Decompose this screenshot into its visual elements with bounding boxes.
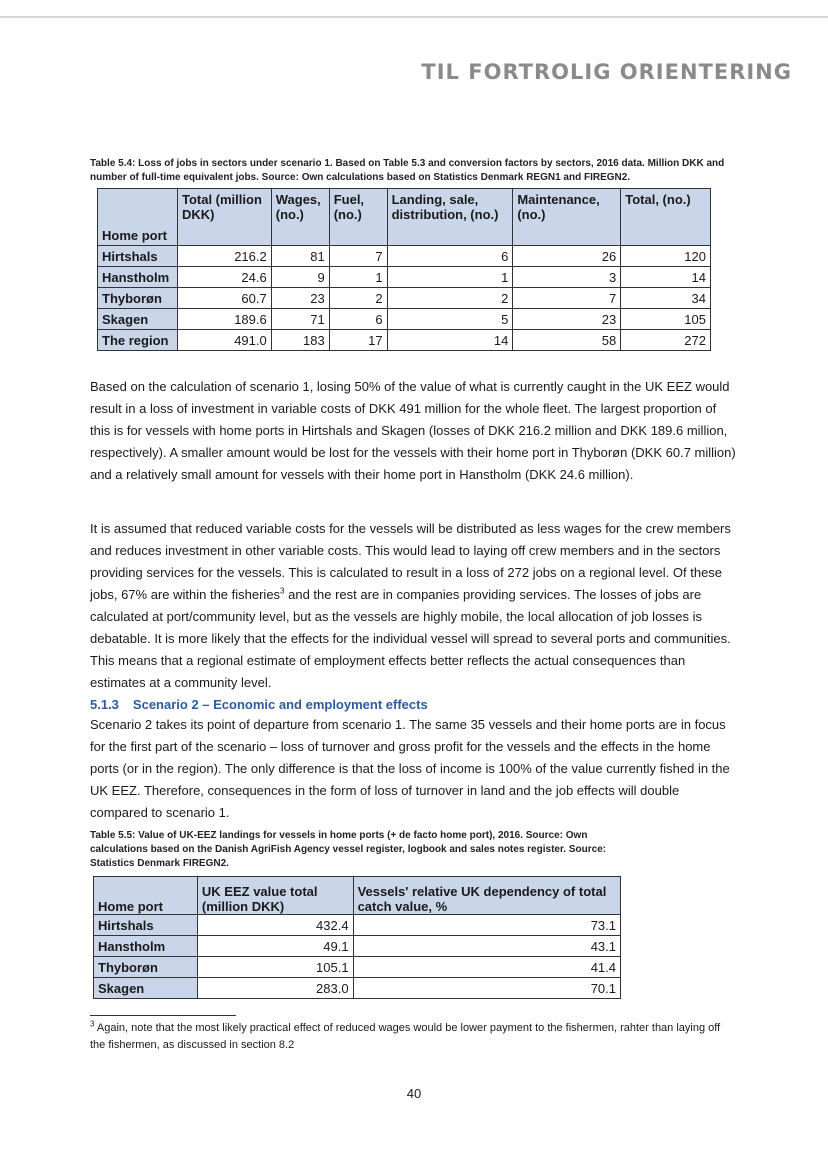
table-row [98, 246, 711, 267]
header-total-no: Total, (no.) [621, 189, 711, 246]
cell: 6 [387, 246, 513, 267]
confidential-stamp: TIL FORTROLIG ORIENTERING [421, 60, 792, 84]
table-row [94, 957, 621, 978]
section-heading [90, 697, 428, 712]
cell: 73.1 [353, 915, 620, 936]
paragraph-job-losses [90, 518, 736, 694]
cell: 9 [271, 267, 329, 288]
footnote-marker: 3 [90, 1019, 95, 1029]
cell: 189.6 [177, 309, 271, 330]
cell: 5 [387, 309, 513, 330]
cell: 1 [329, 267, 387, 288]
cell: 7 [513, 288, 621, 309]
header-maintenance: Maintenance, (no.) [513, 189, 621, 246]
cell: 23 [513, 309, 621, 330]
caption-text: Value of UK-EEZ landings for vessels in home ports (+ de facto home port), 2016. Source: Own calculations based on the Danish AgriFish Agency vessel register, logbook and sales notes register. Source: Statistics Denmark FIREGN2. [90, 830, 607, 869]
table-row [98, 288, 711, 309]
footnote-text: Again, note that the most likely practical effect of reduced wages would be lower payment to the fishermen, rahter than laying off the fishermen, as discussed in section 8.2 [90, 1022, 721, 1051]
header-fuel: Fuel, (no.) [329, 189, 387, 246]
row-label: The region [98, 330, 178, 351]
cell: 105.1 [197, 957, 353, 978]
footnote-rule [90, 1015, 236, 1016]
cell: 1 [387, 267, 513, 288]
table-row [98, 309, 711, 330]
cell: 2 [387, 288, 513, 309]
row-label: Hanstholm [94, 936, 198, 957]
table-5-5 [93, 876, 621, 999]
cell: 6 [329, 309, 387, 330]
paragraph-scenario-2: Scenario 2 takes its point of departure from scenario 1. The same 35 vessels and their home ports are in focus for the first part of the scenario – loss of turnover and gross profit for the vessels and the effects in the home ports (or in the region). The only difference is that the loss of income is 100% of the value currently fished in the UK EEZ. Therefore, consequences in the form of loss of turnover in land and the job effects will double compared to scenario 1. [90, 717, 730, 820]
table-row [98, 267, 711, 288]
row-label: Hanstholm [98, 267, 178, 288]
cell: 60.7 [177, 288, 271, 309]
section-title: Scenario 2 – Economic and employment effects [132, 697, 428, 712]
header-home-port: Home port [98, 189, 178, 246]
cell: 105 [621, 309, 711, 330]
cell: 49.1 [197, 936, 353, 957]
cell: 14 [387, 330, 513, 351]
cell: 26 [513, 246, 621, 267]
row-label: Thyborøn [94, 957, 198, 978]
cell: 2 [329, 288, 387, 309]
footnote-ref: 3 [280, 586, 285, 596]
cell: 43.1 [353, 936, 620, 957]
section-number: 5.1.3 [90, 697, 119, 712]
page-number: 40 [406, 1086, 422, 1101]
cell: 491.0 [177, 330, 271, 351]
table-5-4-caption [90, 157, 730, 185]
cell: 283.0 [197, 978, 353, 999]
cell: 272 [621, 330, 711, 351]
header-uk-dependency: Vessels' relative UK dependency of total catch value, % [353, 877, 620, 915]
cell: 17 [329, 330, 387, 351]
caption-label: Table 5.5: [90, 830, 136, 841]
table-row [94, 915, 621, 936]
cell: 216.2 [177, 246, 271, 267]
caption-text: Loss of jobs in sectors under scenario 1. Based on Table 5.3 and conversion factors by sectors, 2016 data. Million DKK and number of full-time equivalent jobs. Source: Own calculations based on Statistics Denmark REGN1 and FIREGN2. [90, 158, 725, 183]
header-landing: Landing, sale, distribution, (no.) [387, 189, 513, 246]
table-5-4 [97, 188, 711, 351]
cell: 120 [621, 246, 711, 267]
table-row [98, 330, 711, 351]
caption-label: Table 5.4: [90, 158, 136, 169]
table-5-5-caption [90, 829, 620, 871]
cell: 70.1 [353, 978, 620, 999]
row-label: Skagen [94, 978, 198, 999]
top-rule [0, 16, 828, 18]
row-label: Hirtshals [98, 246, 178, 267]
header-total-million: Total (million DKK) [177, 189, 271, 246]
cell: 41.4 [353, 957, 620, 978]
cell: 183 [271, 330, 329, 351]
cell: 71 [271, 309, 329, 330]
cell: 14 [621, 267, 711, 288]
row-label: Hirtshals [94, 915, 198, 936]
header-uk-eez-value: UK EEZ value total (million DKK) [197, 877, 353, 915]
row-label: Skagen [98, 309, 178, 330]
footnote [90, 1020, 736, 1054]
cell: 7 [329, 246, 387, 267]
paragraph-text: and the rest are in companies providing services. The losses of jobs are calculated at port/community level, but as the vessels are highly mobile, the local allocation of job losses is debatable. It is more likely that the effects for the individual vessel will spread to several ports and communities. This means that a regional estimate of employment effects better reflects the actual consequences than estimates at a community level. [90, 587, 731, 690]
header-home-port: Home port [94, 877, 198, 915]
cell: 432.4 [197, 915, 353, 936]
header-wages: Wages, (no.) [271, 189, 329, 246]
cell: 3 [513, 267, 621, 288]
cell: 23 [271, 288, 329, 309]
table-row [94, 936, 621, 957]
row-label: Thyborøn [98, 288, 178, 309]
paragraph-text: It is assumed that reduced variable costs for the vessels will be distributed as less wages for the crew members and reduces investment in other variable costs. This would lead to laying off crew members and in the sectors providing services for the vessels. This is calculated to result in a loss of 272 jobs on a regional level. Of these jobs, 67% are within the fisheries [90, 521, 731, 602]
cell: 34 [621, 288, 711, 309]
paragraph-scenario-1-investment: Based on the calculation of scenario 1, losing 50% of the value of what is currently caught in the UK EEZ would result in a loss of investment in variable costs of DKK 491 million for the whole fleet. The largest proportion of this is for vessels with home ports in Hirtshals and Skagen (losses of DKK 216.2 million and DKK 189.6 million, respectively). A smaller amount would be lost for the vessels with their home port in Thyborøn (DKK 60.7 million) and a relatively small amount for vessels with their home port in Hanstholm (DKK 24.6 million). [90, 379, 736, 482]
cell: 58 [513, 330, 621, 351]
cell: 24.6 [177, 267, 271, 288]
cell: 81 [271, 246, 329, 267]
table-row [94, 978, 621, 999]
